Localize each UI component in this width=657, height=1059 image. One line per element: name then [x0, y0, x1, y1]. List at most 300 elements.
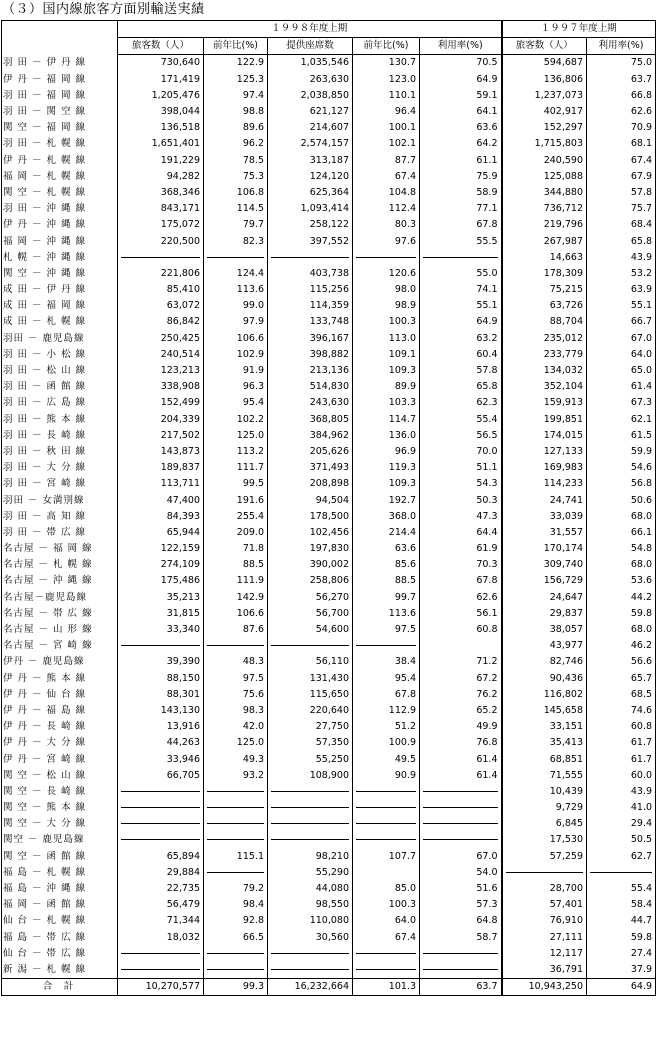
value-cell: 50.6 — [587, 492, 656, 508]
value-cell: 67.4 — [587, 153, 656, 169]
no-data-dash — [271, 953, 349, 954]
value-cell: 79.2 — [204, 881, 268, 897]
value-cell: 61.4 — [420, 751, 502, 767]
value-cell: 368,346 — [118, 185, 204, 201]
value-cell: 344,880 — [502, 185, 587, 201]
value-cell: 67.0 — [587, 331, 656, 347]
route-cell: 羽 田 － 小 松 線 — [2, 347, 118, 363]
value-cell: 68.0 — [587, 622, 656, 638]
value-cell — [204, 865, 268, 881]
route-cell: 名古屋 － 宮 崎 線 — [2, 638, 118, 654]
value-cell: 99.5 — [204, 476, 268, 492]
value-cell: 145,658 — [502, 703, 587, 719]
no-data-dash — [207, 839, 264, 840]
value-cell: 53.6 — [587, 573, 656, 589]
value-cell: 48.3 — [204, 654, 268, 670]
table-row — [2, 784, 656, 800]
value-cell: 61.7 — [587, 751, 656, 767]
value-cell: 58.9 — [420, 185, 502, 201]
value-cell: 64.8 — [420, 913, 502, 929]
value-cell: 95.4 — [204, 395, 268, 411]
no-data-dash — [121, 257, 200, 258]
route-cell: 羽 田 － 福 岡 線 — [2, 88, 118, 104]
value-cell: 42.0 — [204, 719, 268, 735]
value-cell: 119.3 — [353, 460, 420, 476]
value-cell: 64.9 — [587, 979, 656, 996]
table-row — [2, 913, 656, 929]
value-cell: 384,962 — [268, 428, 353, 444]
value-cell: 29.4 — [587, 816, 656, 832]
value-cell — [353, 962, 420, 979]
value-cell: 96.4 — [353, 104, 420, 120]
table-row — [2, 412, 656, 428]
value-cell: 133,748 — [268, 314, 353, 330]
value-cell: 100.3 — [353, 314, 420, 330]
value-cell — [353, 865, 420, 881]
value-cell: 131,430 — [268, 671, 353, 687]
table-row — [2, 395, 656, 411]
route-cell: 名古屋 － 山 形 線 — [2, 622, 118, 638]
value-cell: 75.6 — [204, 687, 268, 703]
route-cell: 羽 田 － 関 空 線 — [2, 104, 118, 120]
value-cell: 55.1 — [587, 298, 656, 314]
value-cell — [420, 962, 502, 979]
value-cell: 64.4 — [420, 525, 502, 541]
route-cell: 伊 丹 － 熊 本 線 — [2, 671, 118, 687]
value-cell: 64.9 — [420, 72, 502, 88]
value-cell: 621,127 — [268, 104, 353, 120]
route-cell: 羽 田 － 広 島 線 — [2, 395, 118, 411]
period-1997-header: １９９７年度上期 — [502, 21, 656, 38]
value-cell: 63,072 — [118, 298, 204, 314]
value-cell: 58.4 — [587, 897, 656, 913]
value-cell: 92.8 — [204, 913, 268, 929]
value-cell: 22,735 — [118, 881, 204, 897]
value-cell: 204,339 — [118, 412, 204, 428]
no-data-dash — [356, 807, 416, 808]
value-cell: 50.5 — [587, 832, 656, 848]
value-cell: 68.1 — [587, 136, 656, 152]
value-cell: 127,133 — [502, 444, 587, 460]
value-cell: 220,500 — [118, 233, 204, 249]
value-cell: 97.5 — [204, 671, 268, 687]
value-cell: 49.5 — [353, 751, 420, 767]
value-cell: 70.9 — [587, 120, 656, 136]
value-cell: 57.8 — [420, 363, 502, 379]
value-cell: 82.3 — [204, 233, 268, 249]
value-cell: 219,796 — [502, 217, 587, 233]
value-cell: 44.2 — [587, 590, 656, 606]
value-cell: 88,150 — [118, 671, 204, 687]
route-cell: 関 空 － 熊 本 線 — [2, 800, 118, 816]
value-cell: 250,425 — [118, 331, 204, 347]
value-cell: 36,791 — [502, 962, 587, 979]
value-cell: 65.7 — [587, 671, 656, 687]
value-cell: 114,233 — [502, 476, 587, 492]
value-cell: 115,650 — [268, 687, 353, 703]
table-row — [2, 557, 656, 573]
value-cell: 59.9 — [587, 444, 656, 460]
value-cell: 843,171 — [118, 201, 204, 217]
no-data-dash — [207, 257, 264, 258]
value-cell: 54,600 — [268, 622, 353, 638]
no-data-dash — [356, 969, 416, 970]
value-cell: 102,456 — [268, 525, 353, 541]
value-cell: 199,851 — [502, 412, 587, 428]
route-cell: 関空 － 鹿児島線 — [2, 832, 118, 848]
no-data-dash — [207, 872, 264, 873]
value-cell: 74.1 — [420, 282, 502, 298]
value-cell: 625,364 — [268, 185, 353, 201]
value-cell: 178,309 — [502, 266, 587, 282]
value-cell: 56.5 — [420, 428, 502, 444]
value-cell: 66.8 — [587, 88, 656, 104]
value-cell: 60.4 — [420, 347, 502, 363]
route-cell: 名古屋 － 帯 広 線 — [2, 606, 118, 622]
no-data-dash — [356, 645, 416, 646]
route-cell: 伊丹 － 鹿児島線 — [2, 654, 118, 670]
table-row — [2, 622, 656, 638]
table-row — [2, 654, 656, 670]
value-cell: 214.4 — [353, 525, 420, 541]
table-row — [2, 735, 656, 751]
value-cell: 208,898 — [268, 476, 353, 492]
table-row — [2, 897, 656, 913]
value-cell: 111.7 — [204, 460, 268, 476]
route-cell: 福 島 － 沖 縄 線 — [2, 881, 118, 897]
route-cell: 福 島 － 帯 広 線 — [2, 930, 118, 946]
value-cell: 1,205,476 — [118, 88, 204, 104]
value-cell: 100.3 — [353, 897, 420, 913]
value-cell: 93.2 — [204, 768, 268, 784]
table-row — [2, 525, 656, 541]
value-cell — [420, 800, 502, 816]
value-cell: 50.3 — [420, 492, 502, 508]
value-cell: 56.8 — [587, 476, 656, 492]
no-data-dash — [506, 872, 584, 873]
no-data-dash — [121, 839, 200, 840]
value-cell: 75,215 — [502, 282, 587, 298]
no-data-dash — [121, 807, 200, 808]
no-data-dash — [271, 823, 349, 824]
value-cell: 74.6 — [587, 703, 656, 719]
value-cell: 31,815 — [118, 606, 204, 622]
route-cell: 伊 丹 － 仙 台 線 — [2, 687, 118, 703]
value-cell: 47.3 — [420, 509, 502, 525]
route-cell: 福 岡 － 函 館 線 — [2, 897, 118, 913]
table-row — [2, 120, 656, 136]
value-cell: 56,110 — [268, 654, 353, 670]
value-cell: 35,413 — [502, 735, 587, 751]
table-row — [2, 832, 656, 848]
value-cell: 67.9 — [587, 169, 656, 185]
value-cell: 192.7 — [353, 492, 420, 508]
table-row — [2, 314, 656, 330]
route-cell: 羽 田 － 大 分 線 — [2, 460, 118, 476]
value-cell: 67.8 — [353, 687, 420, 703]
table-row — [2, 363, 656, 379]
value-cell: 123.0 — [353, 72, 420, 88]
value-cell — [353, 250, 420, 266]
route-cell: 新 潟 － 札 幌 線 — [2, 962, 118, 979]
value-cell: 98,210 — [268, 849, 353, 865]
value-cell: 142.9 — [204, 590, 268, 606]
value-cell: 98.8 — [204, 104, 268, 120]
route-cell: 伊 丹 － 大 分 線 — [2, 735, 118, 751]
table-row — [2, 509, 656, 525]
value-cell: 178,500 — [268, 509, 353, 525]
value-cell: 514,830 — [268, 379, 353, 395]
route-cell: 仙 台 － 札 幌 線 — [2, 913, 118, 929]
table-row — [2, 476, 656, 492]
value-cell — [587, 865, 656, 881]
value-cell: 63.9 — [587, 282, 656, 298]
value-cell: 110,080 — [268, 913, 353, 929]
value-cell: 97.4 — [204, 88, 268, 104]
table-row — [2, 703, 656, 719]
value-cell: 38.4 — [353, 654, 420, 670]
value-cell: 64.1 — [420, 104, 502, 120]
value-cell: 111.9 — [204, 573, 268, 589]
value-cell: 235,012 — [502, 331, 587, 347]
table-row — [2, 72, 656, 88]
value-cell: 109.1 — [353, 347, 420, 363]
value-cell: 68.0 — [587, 509, 656, 525]
value-cell: 68.0 — [587, 557, 656, 573]
value-cell: 106.6 — [204, 606, 268, 622]
route-cell: 名古屋－鹿児島線 — [2, 590, 118, 606]
value-cell: 113.6 — [204, 282, 268, 298]
no-data-dash — [356, 791, 416, 792]
value-cell: 1,651,401 — [118, 136, 204, 152]
value-cell — [353, 800, 420, 816]
value-cell: 65,894 — [118, 849, 204, 865]
value-cell: 274,109 — [118, 557, 204, 573]
value-cell: 390,002 — [268, 557, 353, 573]
value-cell: 64.2 — [420, 136, 502, 152]
value-cell: 220,640 — [268, 703, 353, 719]
value-cell: 55.1 — [420, 298, 502, 314]
no-data-dash — [207, 823, 264, 824]
route-cell: 仙 台 － 帯 広 線 — [2, 946, 118, 962]
value-cell: 39,390 — [118, 654, 204, 670]
value-cell: 94,504 — [268, 492, 353, 508]
value-cell: 55,250 — [268, 751, 353, 767]
value-cell: 104.8 — [353, 185, 420, 201]
column-header: 提供座席数 — [268, 38, 353, 55]
value-cell — [204, 832, 268, 848]
value-cell: 55.4 — [420, 412, 502, 428]
value-cell: 107.7 — [353, 849, 420, 865]
route-cell: 羽 田 － 帯 広 線 — [2, 525, 118, 541]
value-cell: 61.7 — [587, 735, 656, 751]
value-cell — [268, 946, 353, 962]
value-cell: 27,111 — [502, 930, 587, 946]
value-cell — [268, 250, 353, 266]
value-cell: 61.5 — [587, 428, 656, 444]
value-cell: 98.9 — [353, 298, 420, 314]
value-cell: 33,151 — [502, 719, 587, 735]
value-cell: 99.0 — [204, 298, 268, 314]
value-cell: 55.0 — [420, 266, 502, 282]
value-cell: 96.3 — [204, 379, 268, 395]
value-cell: 14,663 — [502, 250, 587, 266]
value-cell: 65.8 — [587, 233, 656, 249]
value-cell: 87.6 — [204, 622, 268, 638]
route-cell: 名古屋 － 沖 縄 線 — [2, 573, 118, 589]
value-cell: 106.6 — [204, 331, 268, 347]
column-header: 前年比(%) — [353, 38, 420, 55]
value-cell — [420, 816, 502, 832]
value-cell: 175,072 — [118, 217, 204, 233]
value-cell: 99.7 — [353, 590, 420, 606]
value-cell: 67.4 — [353, 169, 420, 185]
value-cell: 371,493 — [268, 460, 353, 476]
value-cell: 68.5 — [587, 687, 656, 703]
table-row — [2, 719, 656, 735]
value-cell: 85.6 — [353, 557, 420, 573]
value-cell: 78.5 — [204, 153, 268, 169]
value-cell — [420, 784, 502, 800]
value-cell: 112.4 — [353, 201, 420, 217]
value-cell — [204, 250, 268, 266]
no-data-dash — [356, 823, 416, 824]
value-cell: 214,607 — [268, 120, 353, 136]
value-cell: 217,502 — [118, 428, 204, 444]
value-cell: 10,439 — [502, 784, 587, 800]
table-row — [2, 768, 656, 784]
no-data-dash — [271, 257, 349, 258]
value-cell: 56,700 — [268, 606, 353, 622]
value-cell: 62.6 — [420, 590, 502, 606]
value-cell: 100.9 — [353, 735, 420, 751]
value-cell: 233,779 — [502, 347, 587, 363]
value-cell: 63.6 — [353, 541, 420, 557]
table-row — [2, 298, 656, 314]
value-cell: 9,729 — [502, 800, 587, 816]
table-row — [2, 460, 656, 476]
value-cell: 37.9 — [587, 962, 656, 979]
value-cell: 54.8 — [587, 541, 656, 557]
value-cell: 258,122 — [268, 217, 353, 233]
value-cell — [118, 832, 204, 848]
value-cell: 60.8 — [420, 622, 502, 638]
no-data-dash — [590, 872, 652, 873]
table-row — [2, 331, 656, 347]
value-cell: 189,837 — [118, 460, 204, 476]
value-cell: 63.7 — [587, 72, 656, 88]
value-cell — [118, 962, 204, 979]
value-cell: 63.2 — [420, 331, 502, 347]
value-cell: 41.0 — [587, 800, 656, 816]
table-row — [2, 638, 656, 654]
column-header: 旅客数（人） — [118, 38, 204, 55]
value-cell: 152,499 — [118, 395, 204, 411]
value-cell: 28,700 — [502, 881, 587, 897]
period-1998-header: １９９８年度上期 — [118, 21, 502, 38]
value-cell: 99.3 — [204, 979, 268, 996]
value-cell: 55.5 — [420, 233, 502, 249]
value-cell: 240,514 — [118, 347, 204, 363]
table-row — [2, 428, 656, 444]
value-cell: 62.6 — [587, 104, 656, 120]
value-cell: 397,552 — [268, 233, 353, 249]
domestic-passenger-table — [1, 20, 656, 996]
route-cell: 成 田 － 札 幌 線 — [2, 314, 118, 330]
no-data-dash — [423, 823, 498, 824]
value-cell: 143,130 — [118, 703, 204, 719]
route-cell: 札 幌 － 沖 縄 線 — [2, 250, 118, 266]
value-cell: 88,704 — [502, 314, 587, 330]
table-row — [2, 573, 656, 589]
value-cell: 100.1 — [353, 120, 420, 136]
value-cell: 143,873 — [118, 444, 204, 460]
value-cell — [420, 832, 502, 848]
no-data-dash — [121, 645, 200, 646]
value-cell: 76,910 — [502, 913, 587, 929]
value-cell: 75.9 — [420, 169, 502, 185]
value-cell: 51.1 — [420, 460, 502, 476]
value-cell — [268, 816, 353, 832]
table-row — [2, 800, 656, 816]
value-cell — [268, 800, 353, 816]
value-cell: 98.0 — [353, 282, 420, 298]
value-cell: 68,851 — [502, 751, 587, 767]
value-cell: 136,518 — [118, 120, 204, 136]
value-cell: 255.4 — [204, 509, 268, 525]
value-cell: 309,740 — [502, 557, 587, 573]
value-cell: 44,080 — [268, 881, 353, 897]
value-cell: 352,104 — [502, 379, 587, 395]
value-cell: 27.4 — [587, 946, 656, 962]
page-title: （３）国内線旅客方面別輸送実績 — [2, 2, 205, 17]
value-cell: 38,057 — [502, 622, 587, 638]
value-cell: 63.7 — [420, 979, 502, 996]
route-header-cell — [2, 21, 118, 55]
value-cell: 109.3 — [353, 363, 420, 379]
value-cell: 124,120 — [268, 169, 353, 185]
value-cell: 18,032 — [118, 930, 204, 946]
column-header: 利用率(%) — [420, 38, 502, 55]
value-cell: 43.9 — [587, 784, 656, 800]
value-cell: 60.8 — [587, 719, 656, 735]
no-data-dash — [423, 969, 498, 970]
route-cell: 羽 田 － 宮 崎 線 — [2, 476, 118, 492]
total-row — [2, 979, 656, 996]
value-cell: 10,943,250 — [502, 979, 587, 996]
value-cell: 59.1 — [420, 88, 502, 104]
value-cell: 46.2 — [587, 638, 656, 654]
value-cell: 1,035,546 — [268, 55, 353, 72]
value-cell: 115,256 — [268, 282, 353, 298]
value-cell: 594,687 — [502, 55, 587, 72]
value-cell: 75.7 — [587, 201, 656, 217]
value-cell: 98,550 — [268, 897, 353, 913]
value-cell — [353, 784, 420, 800]
value-cell: 2,038,850 — [268, 88, 353, 104]
value-cell: 86,842 — [118, 314, 204, 330]
route-cell: 羽 田 － 札 幌 線 — [2, 136, 118, 152]
table-row — [2, 962, 656, 979]
value-cell: 51.6 — [420, 881, 502, 897]
value-cell: 109.3 — [353, 476, 420, 492]
value-cell: 53.2 — [587, 266, 656, 282]
value-cell: 24,741 — [502, 492, 587, 508]
value-cell: 113,711 — [118, 476, 204, 492]
no-data-dash — [356, 953, 416, 954]
route-cell: 名古屋 － 札 幌 線 — [2, 557, 118, 573]
value-cell: 115.1 — [204, 849, 268, 865]
